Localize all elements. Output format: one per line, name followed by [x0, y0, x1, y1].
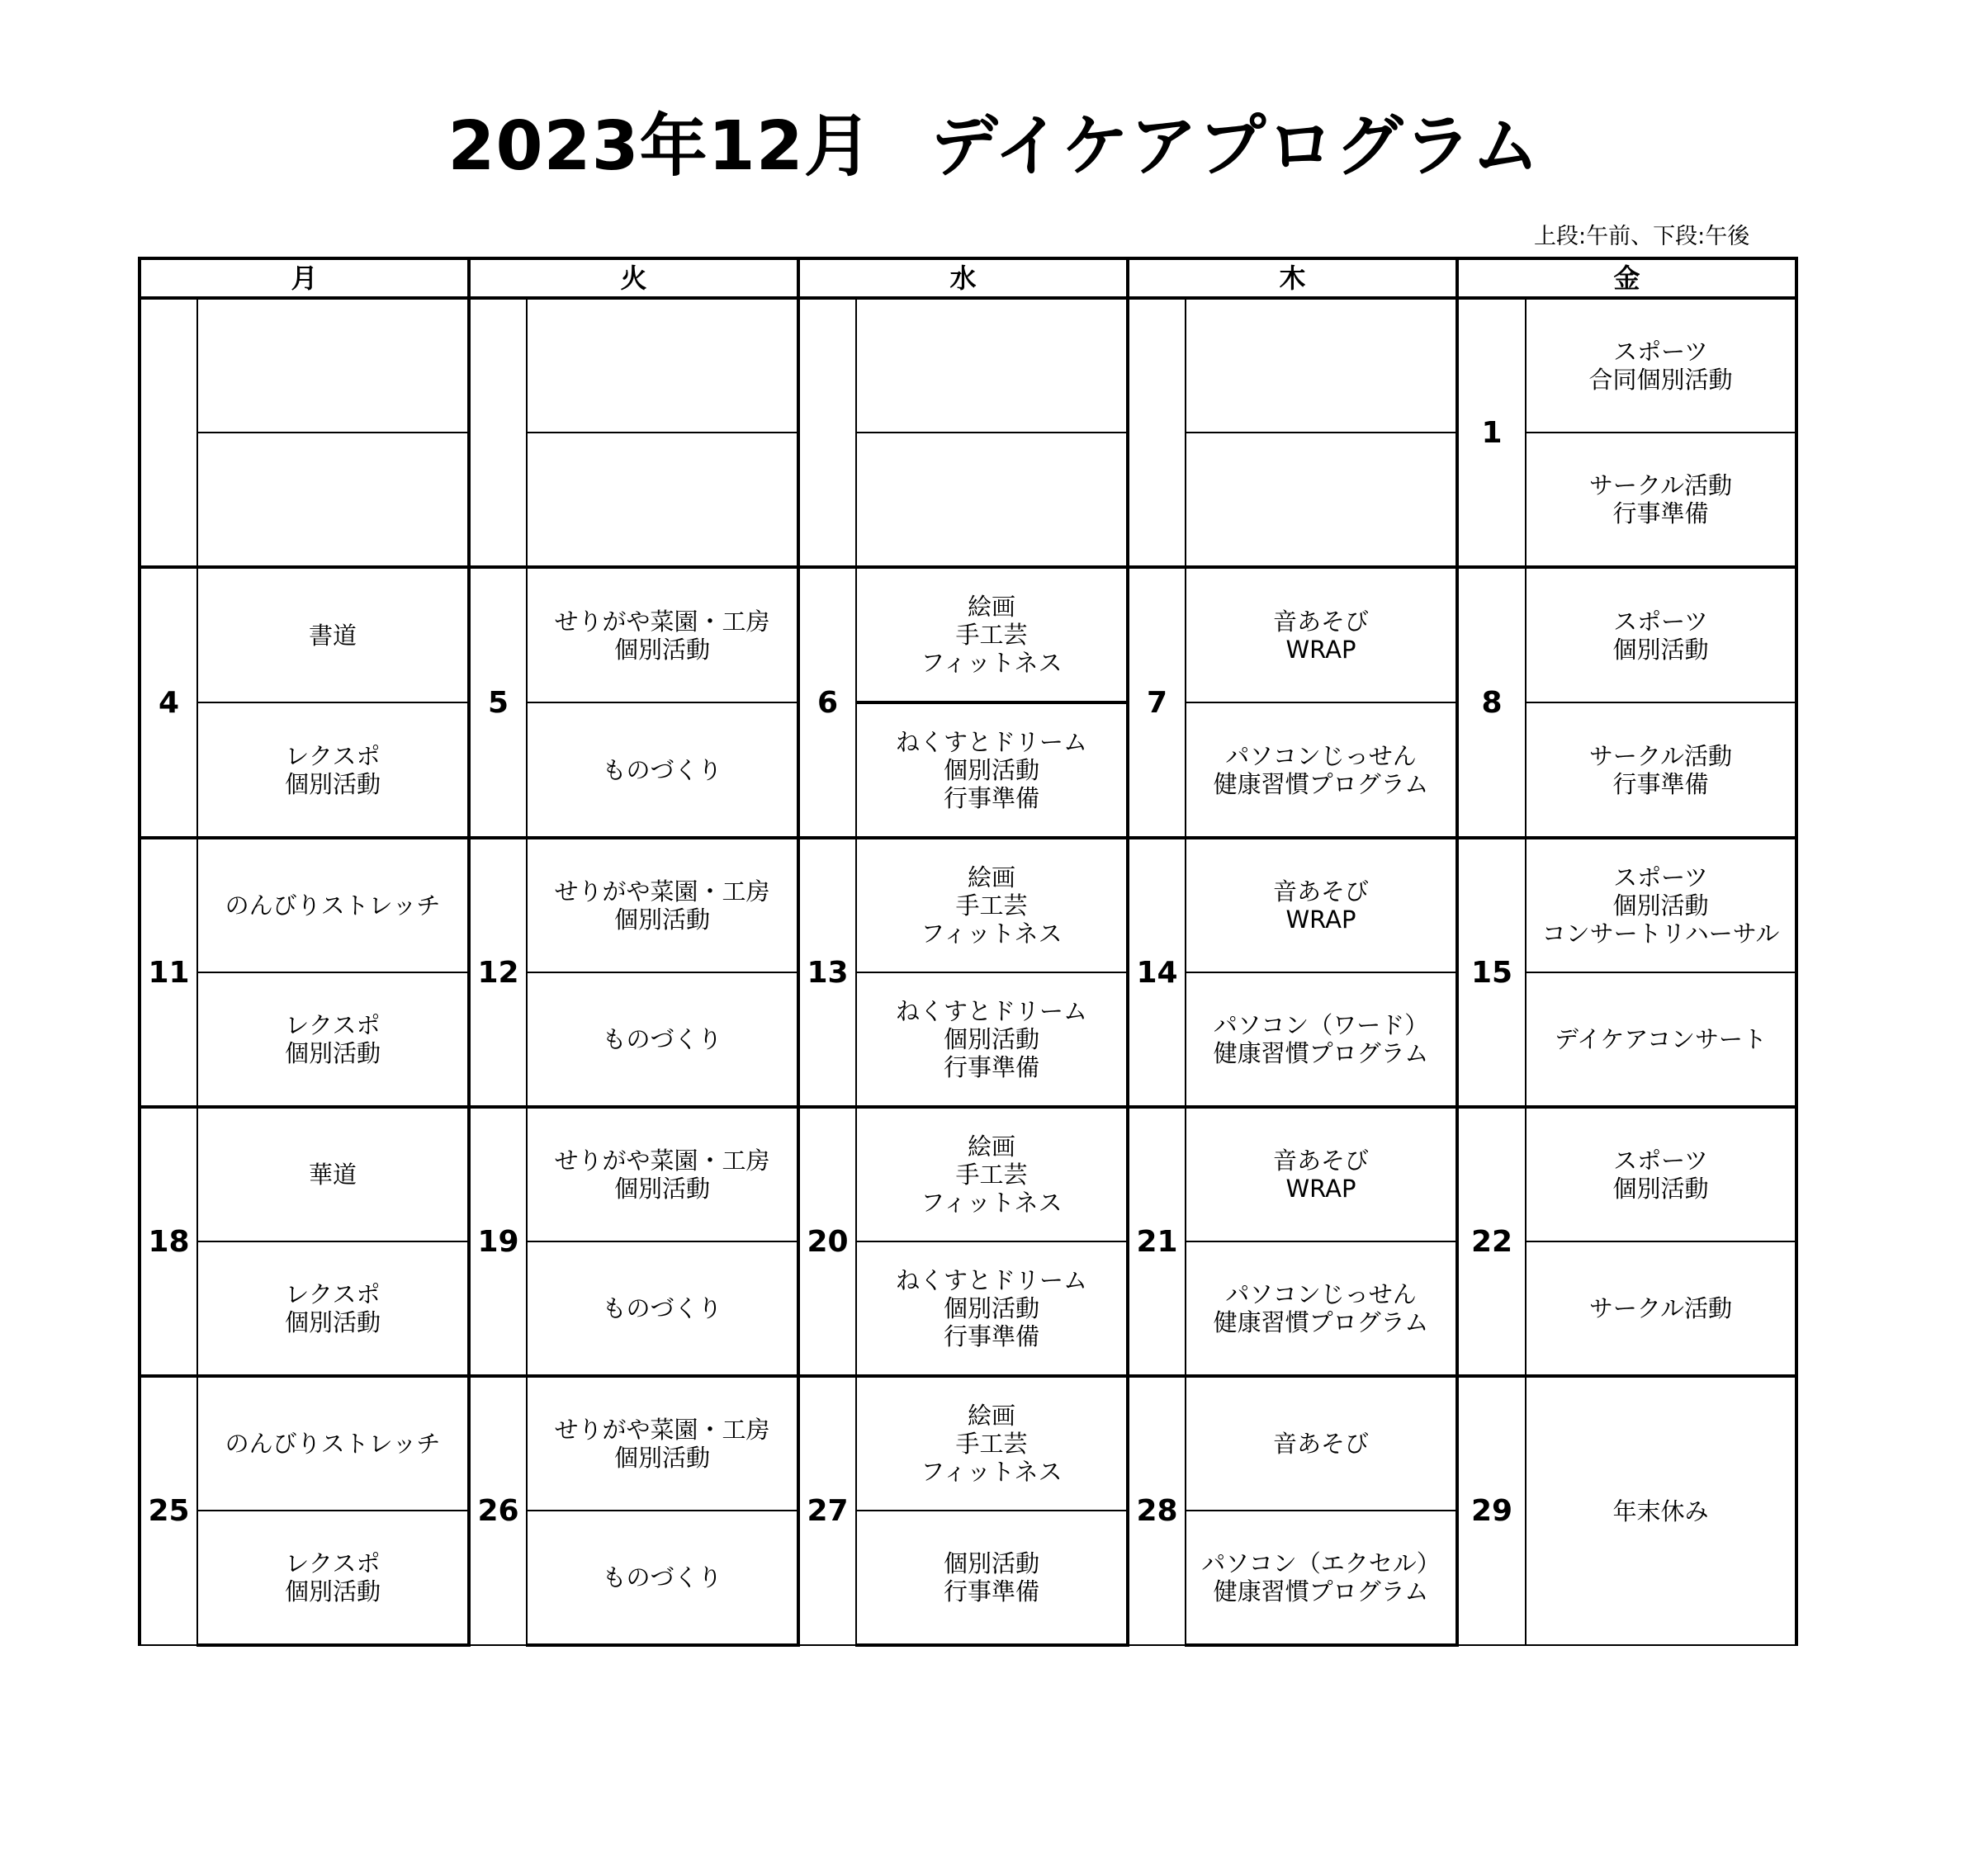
day-number — [798, 298, 856, 567]
page-title — [0, 106, 1988, 188]
am-slot — [197, 1376, 469, 1511]
activity-label: ものづくり — [602, 755, 722, 784]
day-number: 21 — [1128, 1107, 1186, 1376]
am-slot — [527, 298, 798, 433]
activity-label: せりがや菜園・工房 — [554, 607, 770, 636]
activity-label: レクスポ — [285, 1280, 381, 1308]
am-slot — [527, 1107, 798, 1241]
pm-slot — [856, 1241, 1128, 1376]
activity-label: パソコン（エクセル） — [1201, 1549, 1441, 1577]
pm-slot — [856, 1511, 1128, 1645]
am-slot — [856, 838, 1128, 972]
activity-label: 行事準備 — [943, 1577, 1039, 1605]
activity-label: 絵画 — [967, 863, 1015, 891]
day-number: 6 — [798, 567, 856, 838]
activity-label: 行事準備 — [943, 1322, 1039, 1350]
activity-label: ねくすとドリーム — [895, 728, 1087, 756]
activity-label: せりがや菜園・工房 — [554, 1416, 770, 1444]
activity-label: 個別活動 — [1612, 1175, 1709, 1203]
pm-slot — [1526, 972, 1796, 1107]
activity-label: 手工芸 — [955, 1430, 1028, 1458]
day-number: 29 — [1457, 1376, 1526, 1645]
activity-label: 書道 — [308, 621, 357, 650]
pm-slot — [197, 972, 469, 1107]
day-number — [469, 298, 527, 567]
week-row-am — [140, 1376, 1796, 1511]
am-slot — [1526, 838, 1796, 972]
day-number: 19 — [469, 1107, 527, 1376]
activity-label: のんびりストレッチ — [225, 1430, 441, 1458]
activity-label: パソコンじっせん — [1225, 1280, 1417, 1308]
day-number: 7 — [1128, 567, 1186, 838]
activity-label: レクスポ — [285, 1549, 381, 1577]
day-number: 27 — [798, 1376, 856, 1645]
am-slot — [856, 567, 1128, 702]
activity-label: ものづくり — [602, 1025, 722, 1053]
activity-label: スポーツ — [1613, 1147, 1708, 1175]
title-month: 2023年12月 — [447, 107, 873, 186]
activity-label: 手工芸 — [955, 891, 1028, 920]
pm-slot — [1186, 1241, 1457, 1376]
weekday-header-thu: 木 — [1128, 258, 1457, 298]
pm-slot — [527, 1511, 798, 1645]
activity-label: サークル活動 — [1588, 741, 1733, 770]
day-number: 15 — [1457, 838, 1526, 1107]
activity-label: 手工芸 — [955, 621, 1028, 649]
day-number: 4 — [140, 567, 197, 838]
activity-label: フィットネス — [921, 649, 1063, 677]
am-slot — [856, 298, 1128, 433]
activity-label: 個別活動 — [613, 635, 710, 664]
pm-slot — [1186, 972, 1457, 1107]
day-number: 14 — [1128, 838, 1186, 1107]
activity-label: コンサートリハーサル — [1541, 920, 1780, 948]
am-slot — [1186, 838, 1457, 972]
activity-label: WRAP — [1285, 1175, 1356, 1203]
activity-label: 個別活動 — [943, 1294, 1039, 1322]
activity-label: 個別活動 — [1612, 891, 1709, 920]
calendar-body — [140, 298, 1796, 1645]
day-number: 1 — [1457, 298, 1526, 567]
activity-label: フィットネス — [921, 1189, 1063, 1217]
activity-label: 個別活動 — [613, 1444, 710, 1472]
am-slot — [1186, 1376, 1457, 1511]
week-row-pm — [140, 702, 1796, 838]
am-slot — [856, 1376, 1128, 1511]
activity-label: スポーツ — [1613, 607, 1708, 636]
pm-slot — [1186, 433, 1457, 567]
day-number: 8 — [1457, 567, 1526, 838]
am-slot — [856, 1107, 1128, 1241]
week-row-pm — [140, 972, 1796, 1107]
activity-label: 個別活動 — [943, 1549, 1039, 1577]
day-number: 20 — [798, 1107, 856, 1376]
activity-label: 健康習慣プログラム — [1213, 1308, 1429, 1336]
activity-label: 行事準備 — [1612, 769, 1709, 798]
activity-label: パソコンじっせん — [1225, 741, 1417, 770]
pm-slot — [856, 702, 1128, 838]
week-row-pm — [140, 1241, 1796, 1376]
activity-label: 個別活動 — [943, 756, 1039, 784]
weekday-header-wed: 水 — [798, 258, 1128, 298]
am-slot — [197, 567, 469, 702]
am-slot — [1186, 567, 1457, 702]
activity-label: 音あそび — [1272, 607, 1369, 636]
pm-slot — [197, 1511, 469, 1645]
activity-label: のんびりストレッチ — [225, 891, 441, 920]
activity-label: 行事準備 — [943, 1053, 1039, 1081]
activity-label: レクスポ — [285, 741, 381, 770]
activity-label: パソコン（ワード） — [1213, 1011, 1429, 1039]
activity-label: 健康習慣プログラム — [1213, 1577, 1429, 1605]
am-slot — [1526, 1107, 1796, 1241]
activity-label: せりがや菜園・工房 — [554, 1147, 770, 1175]
activity-label: 個別活動 — [284, 1039, 381, 1067]
pm-slot — [197, 702, 469, 838]
pm-slot — [1526, 702, 1796, 838]
am-slot — [197, 838, 469, 972]
day-number: 22 — [1457, 1107, 1526, 1376]
day-number: 25 — [140, 1376, 197, 1645]
weekday-header-fri: 金 — [1457, 258, 1796, 298]
activity-label: 個別活動 — [613, 1175, 710, 1203]
activity-label: 絵画 — [967, 593, 1015, 621]
am-pm-legend-note: 上段:午前、下段:午後 — [1534, 224, 1750, 249]
activity-label: 音あそび — [1272, 877, 1369, 906]
activity-label: せりがや菜園・工房 — [554, 877, 770, 906]
activity-label: フィットネス — [921, 920, 1063, 948]
day-number: 13 — [798, 838, 856, 1107]
pm-slot — [527, 972, 798, 1107]
week-row-pm — [140, 433, 1796, 567]
activity-label: WRAP — [1285, 635, 1356, 664]
weekday-header-mon: 月 — [140, 258, 469, 298]
activity-label: WRAP — [1285, 906, 1356, 934]
day-number: 12 — [469, 838, 527, 1107]
activity-label: 華道 — [308, 1161, 357, 1189]
pm-slot — [1186, 1511, 1457, 1645]
pm-slot — [197, 1241, 469, 1376]
pm-slot — [856, 972, 1128, 1107]
pm-slot — [197, 433, 469, 567]
day-number: 18 — [140, 1107, 197, 1376]
activity-label: サークル活動 — [1588, 471, 1733, 499]
activity-label: 音あそび — [1272, 1430, 1369, 1458]
week-row-am — [140, 298, 1796, 433]
activity-label: 行事準備 — [1612, 499, 1709, 527]
activity-label: スポーツ — [1613, 338, 1708, 366]
am-slot — [527, 567, 798, 702]
activity-label: ものづくり — [602, 1563, 722, 1591]
activity-label: 絵画 — [967, 1133, 1015, 1161]
activity-label: 音あそび — [1272, 1147, 1369, 1175]
am-slot — [197, 298, 469, 433]
activity-label: スポーツ — [1613, 863, 1708, 891]
day-number — [140, 298, 197, 567]
am-slot — [1526, 298, 1796, 433]
pm-slot — [1526, 433, 1796, 567]
all-day-slot — [1526, 1376, 1796, 1645]
week-row-am — [140, 567, 1796, 702]
activity-label: フィットネス — [921, 1458, 1063, 1486]
title-name: デイケアプログラム — [930, 107, 1541, 186]
activity-label: 個別活動 — [284, 1308, 381, 1336]
activity-label: 個別活動 — [284, 1577, 381, 1605]
activity-label: 年末休み — [1612, 1497, 1709, 1525]
activity-label: ねくすとドリーム — [895, 997, 1087, 1025]
am-slot — [1186, 1107, 1457, 1241]
activity-label: 健康習慣プログラム — [1213, 1039, 1429, 1067]
pm-slot — [527, 433, 798, 567]
activity-label: 手工芸 — [955, 1161, 1028, 1189]
activity-label: 個別活動 — [284, 769, 381, 798]
activity-label: デイケアコンサート — [1555, 1025, 1767, 1053]
pm-slot — [527, 702, 798, 838]
week-row-am — [140, 1107, 1796, 1241]
activity-label: 個別活動 — [1612, 635, 1709, 664]
am-slot — [1186, 298, 1457, 433]
activity-label: 絵画 — [967, 1402, 1015, 1430]
day-number: 11 — [140, 838, 197, 1107]
week-row-am — [140, 838, 1796, 972]
am-slot — [527, 1376, 798, 1511]
weekday-header-row — [140, 258, 1796, 298]
day-number: 26 — [469, 1376, 527, 1645]
activity-label: 行事準備 — [943, 784, 1039, 812]
day-number: 5 — [469, 567, 527, 838]
activity-label: ものづくり — [602, 1294, 722, 1322]
am-slot — [527, 838, 798, 972]
day-number: 28 — [1128, 1376, 1186, 1645]
activity-label: ねくすとドリーム — [895, 1266, 1087, 1294]
activity-label: 個別活動 — [943, 1025, 1039, 1053]
program-calendar — [138, 257, 1798, 1647]
pm-slot — [856, 433, 1128, 567]
day-number — [1128, 298, 1186, 567]
pm-slot — [1186, 702, 1457, 838]
activity-label: 合同個別活動 — [1588, 366, 1733, 394]
am-slot — [197, 1107, 469, 1241]
pm-slot — [527, 1241, 798, 1376]
pm-slot — [1526, 1241, 1796, 1376]
activity-label: 健康習慣プログラム — [1213, 769, 1429, 798]
activity-label: 個別活動 — [613, 906, 710, 934]
weekday-header-tue: 火 — [469, 258, 798, 298]
activity-label: サークル活動 — [1588, 1294, 1733, 1322]
am-slot — [1526, 567, 1796, 702]
activity-label: レクスポ — [285, 1011, 381, 1039]
